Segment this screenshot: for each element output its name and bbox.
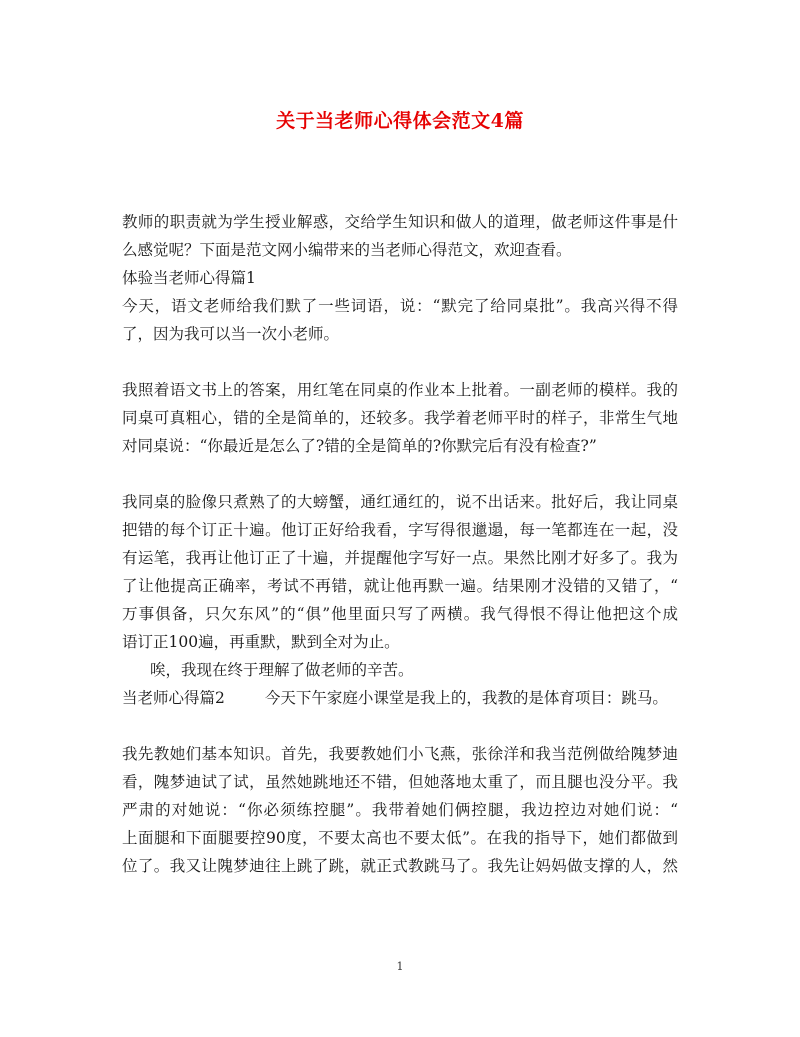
paragraph-line: 唉，我现在终于理解了做老师的辛苦。 [150,661,414,679]
paragraph-gap [122,348,678,376]
document-body [122,208,678,880]
paragraph-line: 我同桌的脸像只煮熟了的大螃蟹，通红通红的，说不出话来。批好后，我让同桌 [122,493,678,511]
paragraph-line: 我先教她们基本知识。首先，我要教她们小飞燕，张徐洋和我当范例做给隗梦迪 [122,745,678,763]
paragraph-4 [122,656,678,684]
paragraph-line: 了让他提高正确率，考试不再错，就让他再默一遍。结果刚才没错的又错了，“ [122,577,678,595]
intro-line: 教师的职责就为学生授业解惑，交给学生知识和做人的道理，做老师这件事是什 [122,213,678,231]
paragraph-line: 了，因为我可以当一次小老师。 [122,325,340,343]
heading-line [122,684,678,712]
paragraph-line: 同桌可真粗心，错的全是简单的，还较多。我学着老师平时的样子，非常生气地 [122,409,678,427]
paragraph-line: 看，隗梦迪试了试，虽然她跳地还不错，但她落地太重了，而且腿也没分平。我 [122,773,678,791]
paragraph-line: 我照着语文书上的答案，用红笔在同桌的作业本上批着。一副老师的模样。我的 [122,381,678,399]
paragraph-gap [122,712,678,740]
paragraph-line: 有运笔，我再让他订正了十遍，并提醒他字写好一点。果然比刚才好多了。我为 [122,549,678,567]
section-heading-1 [122,264,678,292]
paragraph-2 [122,376,678,460]
paragraph-line: 把错的每个订正十遍。他订正好给我看，字写得很邋遢，每一笔都连在一起，没 [122,521,678,539]
paragraph-line: 位了。我又让隗梦迪往上跳了跳，就正式教跳马了。我先让妈妈做支撑的人，然 [122,857,678,875]
page-number: 1 [396,960,404,973]
heading-text: 当老师心得篇2 [122,689,225,707]
paragraph-line: 上面腿和下面腿要控90度，不要太高也不要太低”。在我的指导下，她们都做到 [122,829,678,847]
section-heading-2 [122,684,678,712]
paragraph-line: 严肃的对她说：“你必须练控腿”。我带着她们俩控腿，我边控边对她们说：“ [122,801,678,819]
paragraph-3 [122,488,678,656]
paragraph-gap [122,460,678,488]
paragraph-1 [122,292,678,348]
intro-line: 么感觉呢？下面是范文网小编带来的当老师心得范文，欢迎查看。 [122,241,572,259]
paragraph-line: 语订正100遍，再重默，默到全对为止。 [122,633,400,651]
paragraph-line: 今天，语文老师给我们默了一些词语，说：“默完了给同桌批”。我高兴得不得 [122,297,678,315]
heading-inline-text: 今天下午家庭小课堂是我上的，我教的是体育项目：跳马。 [264,689,668,707]
document-title: 关于当老师心得体会范文4篇 [276,110,524,132]
intro-paragraph [122,208,678,264]
paragraph-5 [122,740,678,880]
heading-text: 体验当老师心得篇1 [122,269,256,287]
paragraph-line: 对同桌说：“你最近是怎么了?错的全是简单的?你默完后有没有检查?” [122,437,597,455]
paragraph-line: 万事俱备，只欠东风”的“俱”他里面只写了两横。我气得恨不得让他把这个成 [122,605,678,623]
